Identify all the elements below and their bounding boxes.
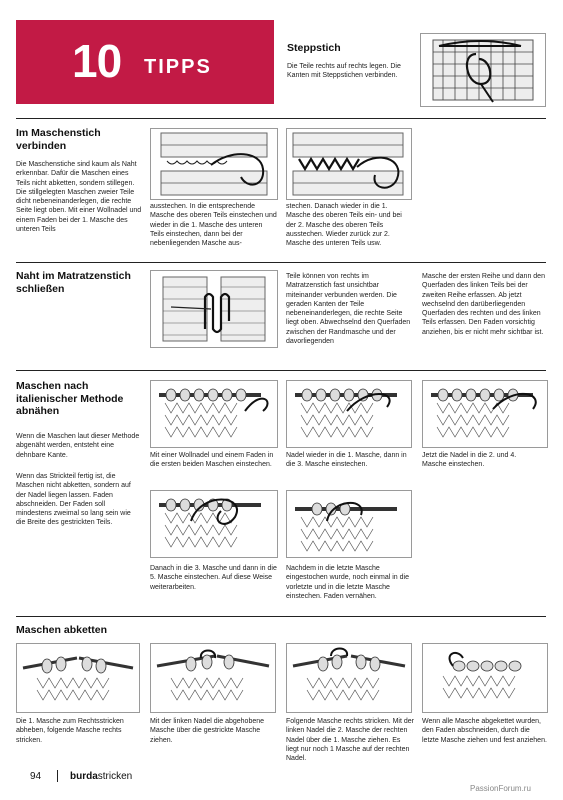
abketten-step-3: Folgende Masche rechts stricken. Mit der linken Nadel die 2. Masche der rechten Nadel über die 1. Masche ziehen. Es liegt nur noch 1 Masche auf der rechten Nadel. xyxy=(286,718,414,763)
italienisch-step-3: Jetzt die Nadel in die 2. und 4. Masche einstechen. xyxy=(422,452,517,469)
steppstich-text: Die Teile rechts auf rechts legen. Die Kanten mit Steppstichen verbinden. xyxy=(287,63,401,80)
maschenstich-text-1: Die Maschenstiche sind kaum als Naht erkennbar. Dafür die Maschen eines Teils nicht abketten, sondern stillegen. Die stillgelegten Maschen zweier Teile dicht nebeneinanderlegen, die rechte Seite liegt oben. Mit einer Wollnadel und einem Faden bei der 1. Masche des unteren Teils xyxy=(16,161,142,234)
italienisch-step-5: Nachdem in die letzte Masche eingestochen wurde, noch einmal in die vorletzte und in die letzte Masche einstechen. Faden vernähen. xyxy=(286,565,409,600)
brand-bold: burda xyxy=(70,771,98,782)
italienisch-illustration-3 xyxy=(422,380,548,448)
banner-number: 10 xyxy=(72,35,122,87)
abketten-illustration-2 xyxy=(150,643,276,713)
italienisch-intro: Wenn die Maschen laut dieser Methode abgenäht werden, entsteht eine dehnbare Kante. xyxy=(16,433,140,459)
matratzenstich-text-1: Teile können von rechts im Matratzenstich fast unsichtbar miteinander verbunden werden. Die geraden Kanten der Teile nebeneinanderlegen, die rechte Seite liegt oben. Abwechselnd den Querfaden zwischen der Randmasche und der davorliegenden xyxy=(286,273,411,346)
italienisch-illustration-4 xyxy=(150,490,278,558)
steppstich-title: Steppstich xyxy=(287,42,341,54)
matratzenstich-text-2: Masche der ersten Reihe und dann den Querfaden des linken Teils bei der zweiten Reihe erfassen. Ab jetzt wechselnd den darüberliegenden Querfaden des rechten und des linken Teils erfassen. Den Faden vorsichtig anziehen, bis er nicht mehr sichtbar ist. xyxy=(422,273,545,336)
abketten-title: Maschen abketten xyxy=(16,624,108,636)
matratzenstich-illustration xyxy=(150,270,278,348)
italienisch-illustration-1 xyxy=(150,380,278,448)
watermark: PassionForum.ru xyxy=(470,784,531,793)
abketten-step-4: Wenn alle Masche abgekettet wurden, den Faden abschneiden, durch die letzte Masche ziehen und fest anziehen. xyxy=(422,718,547,744)
steppstich-illustration xyxy=(420,33,546,107)
italienisch-intro-2: Wenn das Strickteil fertig ist, die Maschen nicht abketten, sondern auf der Nadel liegen lassen. Faden abschneiden. Der Faden soll mindestens zweimal so lang sein wie die Breite des gestrickten Teils. xyxy=(16,473,131,527)
section-divider xyxy=(16,616,546,617)
page-number: 94 xyxy=(30,771,42,782)
italienisch-step-4: Danach in die 3. Masche und dann in die 5. Masche einstechen. Auf diese Weise weiterarbeiten. xyxy=(150,565,277,591)
abketten-step-2: Mit der linken Nadel die abgehobene Masche über die gestrickte Masche ziehen. xyxy=(150,718,265,744)
abketten-step-1: Die 1. Masche zum Rechtsstricken abheben, folgende Masche rechts stricken. xyxy=(16,718,124,744)
banner-word: TIPPS xyxy=(144,56,212,78)
maschenstich-illustration-1 xyxy=(150,128,278,200)
abketten-illustration-3 xyxy=(286,643,412,713)
section-divider xyxy=(16,370,546,371)
italienisch-title: Maschen nach italienischer Methode abnähen xyxy=(16,380,124,417)
maschenstich-text-2: ausstechen. In die entsprechende Masche des oberen Teils einstechen und wieder in die 1. Masche des unteren Teils einstechen, dann bei der nebenliegenden Masche aus- xyxy=(150,203,277,248)
maschenstich-illustration-2 xyxy=(286,128,412,200)
matratzenstich-title: Naht im Matratzenstich schließen xyxy=(16,270,131,295)
italienisch-step-2: Nadel wieder in die 1. Masche, dann in die 3. Masche einstechen. xyxy=(286,452,407,469)
maschenstich-text-3: stechen. Danach wieder in die 1. Masche des oberen Teils ein- und bei der 2. Masche des oberen Teils ausstechen. Wieder zurück zur 2. Masche des unteren Teils usw. xyxy=(286,203,402,248)
italienisch-illustration-2 xyxy=(286,380,412,448)
abketten-illustration-1 xyxy=(16,643,140,713)
brand-rest: stricken xyxy=(97,771,133,782)
section-divider xyxy=(16,262,546,263)
brand-name xyxy=(70,771,132,782)
tips-banner xyxy=(16,20,274,104)
italienisch-step-1: Mit einer Wollnadel und einem Faden in die ersten beiden Maschen einstechen. xyxy=(150,452,274,469)
italienisch-illustration-5 xyxy=(286,490,412,558)
maschenstich-title: Im Maschenstich verbinden xyxy=(16,127,101,152)
section-divider xyxy=(16,118,546,119)
footer-separator xyxy=(57,770,58,782)
abketten-illustration-4 xyxy=(422,643,548,713)
